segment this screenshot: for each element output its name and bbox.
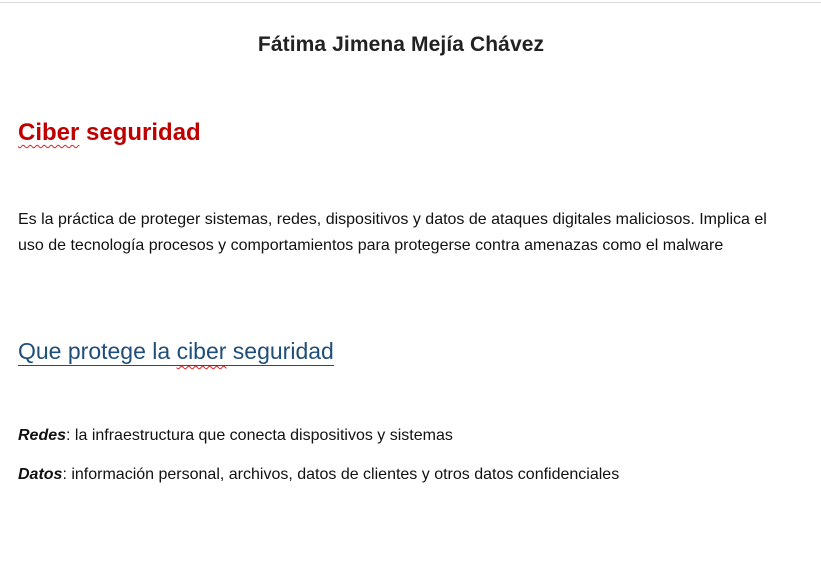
item-definition: : información personal, archivos, datos de clientes y otros datos confidenciales	[62, 466, 620, 483]
heading1-misspelled-word: Ciber	[18, 119, 80, 146]
list-item-datos	[18, 466, 619, 484]
page-top-border	[0, 2, 821, 3]
item-term: Datos	[18, 466, 63, 483]
definition-paragraph: Es la práctica de proteger sistemas, redes, dispositivos y datos de ataques digitales maliciosos. Implica el uso de tecnología procesos y comportamientos para protegerse contra amenazas como el malware	[18, 211, 767, 254]
heading2-misspelled-word: ciber	[176, 338, 227, 364]
heading2-part2: seguridad	[226, 338, 334, 364]
item-term: Redes	[18, 427, 67, 444]
heading-ciber-seguridad	[18, 119, 201, 147]
heading1-rest: seguridad	[79, 119, 201, 146]
heading2-part1: Que protege la	[18, 338, 177, 364]
heading-que-protege	[18, 337, 334, 366]
document-author-title: Fátima Jimena Mejía Chávez	[257, 33, 545, 56]
list-item-redes	[18, 427, 453, 445]
item-definition: : la infraestructura que conecta dispositivos y sistemas	[66, 427, 453, 444]
